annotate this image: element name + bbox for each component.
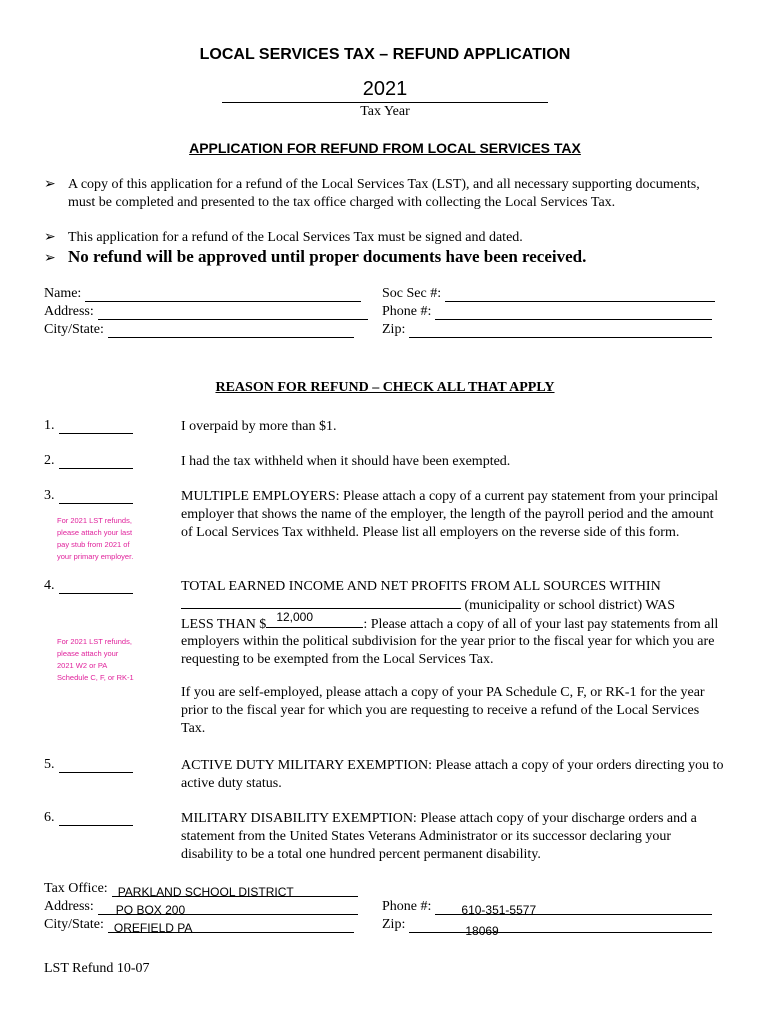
reason-3-check [44, 488, 133, 504]
reason-4-body [181, 609, 726, 669]
arrow-bullet-icon: ➢ [44, 251, 56, 266]
municipality-input[interactable] [181, 596, 461, 609]
arrow-bullet-icon: ➢ [44, 230, 56, 245]
reason-6-check [44, 810, 133, 826]
reason-4-check [44, 578, 133, 594]
reason-4-note [57, 636, 134, 684]
reason-4-text [181, 578, 726, 669]
reason-1-text: I overpaid by more than $1. [181, 419, 337, 434]
reason-number: 4. [44, 578, 55, 593]
reason-3-text: MULTIPLE EMPLOYERS: Please attach a copy of a current pay statement from your principal employer that shows the name of the employer, the length of the payroll period and the amount of Local Services Tax withheld. Please list all employers on the reverse side of this form. [181, 489, 719, 540]
note-line: For 2021 LST refunds, [57, 637, 132, 646]
address-field [44, 304, 368, 320]
reason-number: 5. [44, 757, 55, 772]
phone-label: Phone #: [382, 304, 432, 319]
city-state-field [44, 322, 354, 338]
tax-office-phone-label: Phone #: [382, 899, 432, 914]
tax-office-city-field [44, 917, 354, 933]
amount-input[interactable] [266, 609, 363, 628]
tax-office-city-value: OREFIELD PA [113, 921, 193, 935]
tax-office-address-label: Address: [44, 899, 94, 914]
tax-office-value: PARKLAND SCHOOL DISTRICT [117, 885, 294, 899]
tax-year-value[interactable]: 2021 [222, 78, 548, 103]
note-line: 2021 W2 or PA [57, 661, 108, 670]
less-than-label: LESS THAN $ [181, 616, 267, 632]
phone-input[interactable] [435, 305, 712, 320]
reason-5-blank[interactable] [59, 758, 133, 773]
reason-4-line1: TOTAL EARNED INCOME AND NET PROFITS FROM ALL SOURCES WITHIN [181, 579, 661, 594]
note-line: please attach your [57, 649, 119, 658]
reason-2-blank[interactable] [59, 454, 133, 469]
form-footer: LST Refund 10-07 [44, 961, 150, 976]
reasons-title: REASON FOR REFUND – CHECK ALL THAT APPLY [215, 380, 555, 395]
zip-input[interactable] [409, 323, 712, 338]
tax-office-address-field [44, 899, 358, 915]
tax-office-label: Tax Office: [44, 881, 108, 896]
form-title: LOCAL SERVICES TAX – REFUND APPLICATION [199, 46, 571, 63]
tax-office-zip-input[interactable] [409, 918, 712, 938]
tax-office-address-input[interactable] [98, 900, 358, 915]
form-subtitle: APPLICATION FOR REFUND FROM LOCAL SERVICES TAX [189, 140, 581, 156]
tax-office-phone-field [382, 899, 712, 915]
reason-2-check [44, 453, 133, 469]
address-input[interactable] [98, 305, 368, 320]
name-input[interactable] [85, 287, 361, 302]
tax-office-city-input[interactable] [108, 918, 354, 933]
reason-6-text: MILITARY DISABILITY EXEMPTION: Please attach copy of your discharge orders and a statement from the United States Veterans Administrator or its successor declaring your disability to be a total one hundred percent permanent disability. [181, 811, 697, 862]
tax-office-city-label: City/State: [44, 917, 104, 932]
reason-3-note [57, 515, 133, 563]
amount-value: 12,000 [276, 609, 314, 624]
ssn-input[interactable] [445, 287, 715, 302]
reason-number: 6. [44, 810, 55, 825]
reason-number: 2. [44, 453, 55, 468]
note-line: please attach your last [57, 528, 133, 537]
note-line: Schedule C, F, or RK-1 [57, 673, 134, 682]
city-state-input[interactable] [108, 323, 354, 338]
note-line: your primary employer. [57, 552, 134, 561]
tax-office-phone-input[interactable] [435, 900, 712, 915]
city-state-label: City/State: [44, 322, 104, 337]
reason-number: 1. [44, 418, 55, 433]
reason-6-blank[interactable] [59, 811, 133, 826]
instruction-text: This application for a refund of the Local Services Tax must be signed and dated. [68, 230, 523, 245]
arrow-bullet-icon: ➢ [44, 177, 56, 192]
phone-field [382, 304, 712, 320]
reason-5-check [44, 757, 133, 773]
ssn-field [382, 286, 715, 302]
name-label: Name: [44, 286, 82, 301]
tax-office-zip-value: 18069 [465, 924, 499, 938]
tax-office-zip-label: Zip: [382, 917, 406, 932]
tax-office-address-value: PO BOX 200 [115, 903, 186, 917]
reason-2-text: I had the tax withheld when it should have been exempted. [181, 454, 511, 469]
name-field [44, 286, 361, 302]
tax-office-zip-field [382, 917, 712, 938]
reason-1-blank[interactable] [59, 419, 133, 434]
reason-5-text: ACTIVE DUTY MILITARY EXEMPTION: Please attach a copy of your orders directing you to active duty status. [181, 758, 724, 791]
zip-label: Zip: [382, 322, 406, 337]
tax-office-input[interactable] [112, 882, 358, 897]
instruction-text: A copy of this application for a refund of the Local Services Tax (LST), and all necessary supporting documents, must be completed and presented to the tax office charged with collecting the Local Services Tax. [68, 177, 700, 210]
tax-office-field [44, 881, 358, 897]
tax-year-label: Tax Year [360, 104, 410, 119]
reason-4-self-employed: If you are self-employed, please attach a copy of your PA Schedule C, F, or RK-1 for the year prior to the fiscal year for which you are requesting to receive a refund of the Local Services Tax. [181, 685, 705, 736]
note-line: pay stub from 2021 of [57, 540, 130, 549]
zip-field [382, 322, 712, 338]
note-line: For 2021 LST refunds, [57, 516, 132, 525]
reason-3-blank[interactable] [59, 489, 133, 504]
reason-4-line2 [181, 596, 726, 615]
ssn-label: Soc Sec #: [382, 286, 442, 301]
reason-number: 3. [44, 488, 55, 503]
reason-4-rest: : Please attach a copy of all of your last pay statements from all employers within the political subdivision for the year prior to the fiscal year for which you are requesting to be exempted from the Local Services Tax. [181, 616, 719, 668]
municipality-label: (municipality or school district) WAS [464, 597, 675, 613]
address-label: Address: [44, 304, 94, 319]
reason-1-check [44, 418, 133, 434]
reason-4-blank[interactable] [59, 579, 133, 594]
instruction-text-bold: No refund will be approved until proper documents have been received. [68, 247, 587, 266]
tax-office-phone-value: 610-351-5577 [461, 903, 537, 917]
